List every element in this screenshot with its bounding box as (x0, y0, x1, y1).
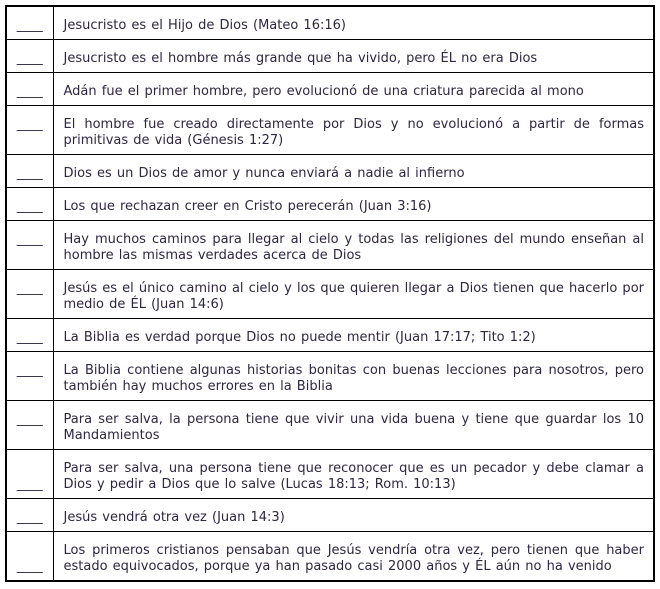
statement-text: La Biblia es verdad porque Dios no puede mentir (Juan 17:17; Tito 1:2) (53, 319, 654, 352)
statement-text: Jesús vendrá otra vez (Juan 14:3) (53, 499, 654, 532)
answer-blank-cell (6, 401, 53, 450)
answer-blank-cell (6, 270, 53, 319)
answer-blank-cell (6, 532, 53, 582)
answer-blank-cell (6, 6, 53, 40)
answer-blank-cell (6, 73, 53, 106)
answer-blank-cell (6, 188, 53, 221)
answer-blank[interactable]: ____ (16, 84, 43, 99)
answer-blank-cell (6, 221, 53, 270)
answer-blank[interactable]: ____ (16, 330, 43, 345)
table-row (6, 40, 654, 73)
statement-text: Hay muchos caminos para llegar al cielo y todas las religiones del mundo enseñan al hombre las mismas verdades acerca de Dios (53, 221, 654, 270)
statement-text: Los que rechazan creer en Cristo perecerán (Juan 3:16) (53, 188, 654, 221)
statement-text: El hombre fue creado directamente por Dios y no evolucionó a partir de formas primitivas de vida (Génesis 1:27) (53, 106, 654, 155)
statement-text: Para ser salva, una persona tiene que reconocer que es un pecador y debe clamar a Dios y pedir a Dios que lo salve (Lucas 18:13; Rom. 10:13) (53, 450, 654, 499)
answer-blank[interactable]: ____ (16, 412, 43, 427)
answer-blank-cell (6, 499, 53, 532)
statement-text: Dios es un Dios de amor y nunca enviará a nadie al infierno (53, 155, 654, 188)
answer-blank[interactable]: ____ (16, 166, 43, 181)
statement-text: Los primeros cristianos pensaban que Jesús vendría otra vez, pero tienen que haber estado equivocados, porque ya han pasado casi 2000 años y ÉL aún no ha venido (53, 532, 654, 582)
table-row (6, 270, 654, 319)
table-row (6, 155, 654, 188)
answer-blank-cell (6, 106, 53, 155)
answer-blank[interactable]: ____ (16, 477, 43, 492)
table-row (6, 352, 654, 401)
table-row (6, 106, 654, 155)
answer-blank-cell (6, 352, 53, 401)
statement-text: Jesucristo es el Hijo de Dios (Mateo 16:16) (53, 6, 654, 40)
worksheet-table (5, 5, 655, 582)
table-row (6, 532, 654, 582)
table-row (6, 73, 654, 106)
answer-blank[interactable]: ____ (16, 51, 43, 66)
answer-blank[interactable]: ____ (16, 232, 43, 247)
table-row (6, 319, 654, 352)
statement-text: Para ser salva, la persona tiene que vivir una vida buena y tiene que guardar los 10 Mandamientos (53, 401, 654, 450)
statement-text: La Biblia contiene algunas historias bonitas con buenas lecciones para nosotros, pero también hay muchos errores en la Biblia (53, 352, 654, 401)
statement-text: Adán fue el primer hombre, pero evolucionó de una criatura parecida al mono (53, 73, 654, 106)
statement-text: Jesús es el único camino al cielo y los que quieren llegar a Dios tienen que hacerlo por medio de ÉL (Juan 14:6) (53, 270, 654, 319)
answer-blank[interactable]: ____ (16, 559, 43, 574)
answer-blank[interactable]: ____ (16, 510, 43, 525)
answer-blank[interactable]: ____ (16, 281, 43, 296)
table-row (6, 188, 654, 221)
answer-blank[interactable]: ____ (16, 18, 43, 33)
answer-blank[interactable]: ____ (16, 199, 43, 214)
table-row (6, 499, 654, 532)
statement-text: Jesucristo es el hombre más grande que ha vivido, pero ÉL no era Dios (53, 40, 654, 73)
answer-blank[interactable]: ____ (16, 363, 43, 378)
table-row (6, 401, 654, 450)
table-row (6, 450, 654, 499)
table-row (6, 221, 654, 270)
answer-blank-cell (6, 319, 53, 352)
table-row (6, 6, 654, 40)
answer-blank-cell (6, 450, 53, 499)
answer-blank[interactable]: ____ (16, 117, 43, 132)
answer-blank-cell (6, 155, 53, 188)
answer-blank-cell (6, 40, 53, 73)
